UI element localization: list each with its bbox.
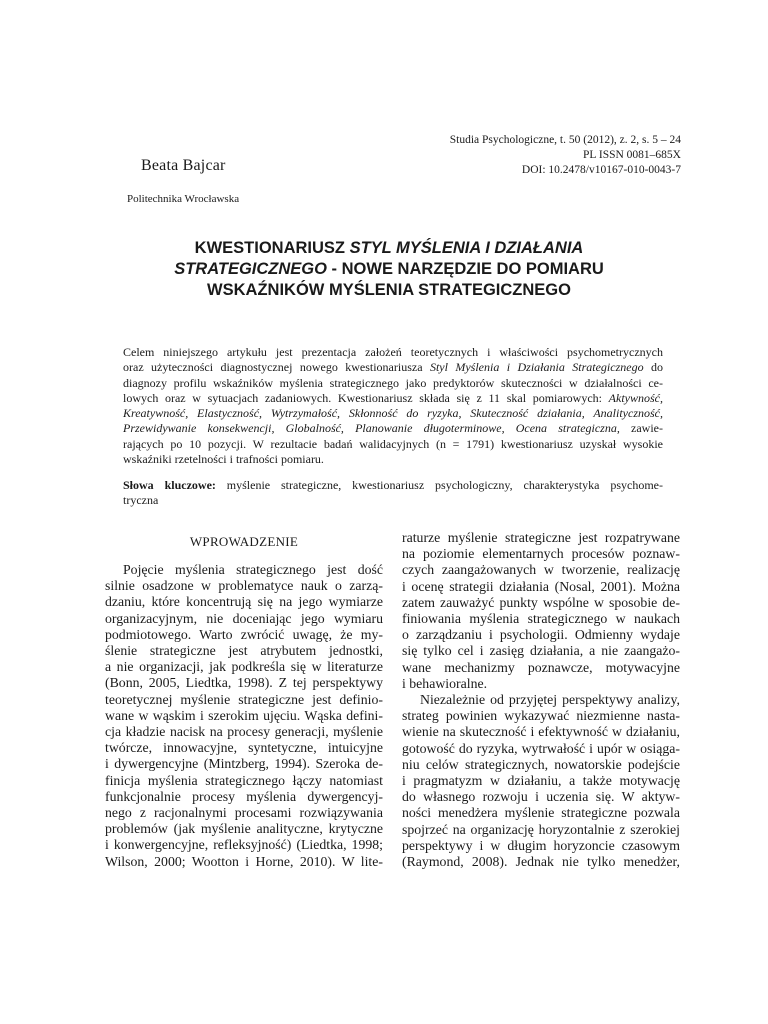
body-text-line: funkcjonalnie procesy myślenia dywergencyj- xyxy=(105,788,383,804)
journal-issn: PL ISSN 0081–685X xyxy=(583,149,681,161)
author-affiliation: Politechnika Wrocławska xyxy=(127,193,240,205)
scale-names: Przewidywanie konsekwencji, Globalność, Planowanie długoterminowe, Ocena strategiczna, xyxy=(123,421,620,436)
abstract-text: zawie- xyxy=(619,421,663,436)
abstract-line: wskaźniki rzetelności i trafności pomiaru. xyxy=(123,452,324,467)
author-name: Beata Bajcar xyxy=(141,157,226,174)
body-text-line: Pojęcie myślenia strategicznego jest dość xyxy=(123,562,383,577)
body-text-line: o zarządzaniu i psychologii. Odmienny wydaje xyxy=(402,627,680,643)
scale-names: Kreatywność, Elastyczność, Wytrzymałość, Skłonność do ryzyka, Skuteczność działania, Analityczność, xyxy=(123,406,663,421)
body-text-line: gotowość do ryzyka, wytrwałość i upór w osiąga- xyxy=(402,740,680,756)
abstract-text: lowych oraz w sytuacjach zadaniowych. Kwestionariusz składa się z 11 skal pomiarowych: xyxy=(123,390,609,405)
title-text-2: - NOWE NARZĘDZIE DO POMIARU xyxy=(326,260,604,278)
title-line-2 xyxy=(110,259,668,280)
body-text-line: podmiotowego. Warto zwrócić uwagę, że my- xyxy=(105,626,383,642)
journal-citation: Studia Psychologiczne, t. 50 (2012), z. 2, s. 5 – 24 xyxy=(449,134,681,146)
body-text-line: i konwergencyjne, refleksyjność) (Liedtka, 1998; xyxy=(105,837,383,853)
body-text-line: wane mechanizmy poznawcze, motywacyjne xyxy=(402,659,680,675)
body-text-line: cja kładzie nacisk na procesy generacji, myślenie xyxy=(105,724,383,740)
section-heading: WPROWADZENIE xyxy=(189,534,299,549)
body-text-line: na poziomie elementarnych procesów poznaw- xyxy=(402,546,680,562)
abstract-line xyxy=(123,360,663,375)
keywords-line: tryczna xyxy=(123,493,159,508)
body-column-left xyxy=(105,562,383,870)
abstract-line xyxy=(123,391,663,406)
questionnaire-name: Styl Myślenia i Działania Strategicznego xyxy=(429,360,644,375)
keywords-text: myślenie strategiczne, kwestionariusz psychologiczny, charakterystyka psychome- xyxy=(215,478,663,492)
scale-names: Aktywność, xyxy=(608,390,663,405)
body-text-line: a nie organizacji, jak podkreśla się w literaturze xyxy=(105,659,383,675)
body-text-line: ślenie strategiczne jest atrybutem jednostki, xyxy=(105,643,383,659)
body-text-line: organizacyjnym, nie doceniając jego wymiaru xyxy=(105,610,383,626)
title-italic-2: STRATEGICZNEGO xyxy=(174,260,327,278)
body-text-line: do własnego rozwoju i uczenia się. W aktyw- xyxy=(402,789,680,805)
body-text-line: niu celów strategicznych, nowatorskie podejście xyxy=(402,756,680,772)
body-text-line: i behawioralne. xyxy=(402,675,488,691)
body-text-line: dzaniu, które koncentrują się na jego wymiarze xyxy=(105,594,383,610)
body-text-line: finicja myślenia strategicznego łączy natomiast xyxy=(105,772,383,788)
abstract-line: rających po 10 pozycji. W rezultacie badań walidacyjnych (n = 1791) kwestionariusz uzyskał wysokie xyxy=(123,436,663,451)
body-text-line: spojrzeć na organizację horyzontalnie z szerokiej xyxy=(402,821,680,837)
paper-title xyxy=(110,238,668,301)
body-text-line: perspektywy i w długim horyzoncie czasowym xyxy=(402,837,680,853)
body-text-line: zatem zauważyć punkty wspólne w sposobie de- xyxy=(402,594,680,610)
body-text-line: i ocenę strategii działania (Nosal, 2001). Można xyxy=(402,578,680,594)
abstract-text: do xyxy=(643,360,663,375)
keywords xyxy=(123,478,663,509)
abstract-line: Celem niniejszego artykułu jest prezentacja założeń teoretycznych i właściwości psychometrycznych xyxy=(123,345,663,359)
title-line-1 xyxy=(110,238,668,259)
body-text-line: się tylko cel i zasięg działania, a nie zaangażo- xyxy=(402,643,680,659)
body-text-line: i pragmatyzm w działaniu, a także motywację xyxy=(402,773,680,789)
body-text-line: teoretycznej myślenie strategiczne jest definio- xyxy=(105,691,383,707)
abstract-text: oraz użyteczności diagnostycznej nowego kwestionariusza xyxy=(123,360,430,375)
body-text-line: twórcze, innowacyjne, syntetyczne, intuicyjne xyxy=(105,740,383,756)
abstract-line xyxy=(123,406,663,421)
keywords-line xyxy=(123,478,663,493)
journal-citation-block xyxy=(380,133,681,178)
abstract-line xyxy=(123,421,663,436)
title-italic-1: STYL MYŚLENIA I DZIAŁANIA xyxy=(349,239,584,257)
body-text-line: wane w wąskim i szerokim ujęciu. Wąska defini- xyxy=(105,707,383,723)
body-text-line: strateg powinien wykazywać niezmienne nasta- xyxy=(402,708,680,724)
body-column-right xyxy=(402,530,680,870)
body-text-line: finiowania myślenia strategicznego w naukach xyxy=(402,611,680,627)
abstract-line: diagnozy profilu wskaźników myślenia strategicznego jako predyktorów skuteczności w działalności ce- xyxy=(123,375,663,390)
body-text-line: ności menedżera myślenie strategiczne pozwala xyxy=(402,805,680,821)
body-text-line: (Raymond, 2008). Jednak nie tylko menedżer, xyxy=(402,854,680,870)
title-line-3: WSKAŹNIKÓW MYŚLENIA STRATEGICZNEGO xyxy=(207,281,571,299)
body-text-line: nego z racjonalnymi procesami rozwiązywania xyxy=(105,805,383,821)
keywords-label: Słowa kluczowe: xyxy=(123,478,216,492)
body-text-line: wienie na skuteczność i efektywność w działaniu, xyxy=(402,724,680,740)
body-text-line: Niezależnie od przyjętej perspektywy analizy, xyxy=(420,692,680,708)
title-text-1: KWESTIONARIUSZ xyxy=(194,239,350,257)
body-text-line: (Bonn, 2005, Liedtka, 1998). Z tej perspektywy xyxy=(105,675,383,691)
abstract xyxy=(123,345,663,467)
body-text-line: silnie osadzone w problematyce nauk o zarzą- xyxy=(105,578,383,594)
body-text-line: Wilson, 2000; Wootton i Horne, 2010). W lite- xyxy=(105,853,383,869)
body-text-line: problemów (jak myślenie analityczne, krytyczne xyxy=(105,821,383,837)
body-text-line: raturze myślenie strategiczne jest rozpatrywane xyxy=(402,530,680,545)
journal-doi: DOI: 10.2478/v10167-010-0043-7 xyxy=(521,164,681,176)
body-text-line: i dywergencyjne (Mintzberg, 1994). Szeroka de- xyxy=(105,756,383,772)
body-text-line: czych zaangażowanych w tworzenie, realizację xyxy=(402,562,680,578)
